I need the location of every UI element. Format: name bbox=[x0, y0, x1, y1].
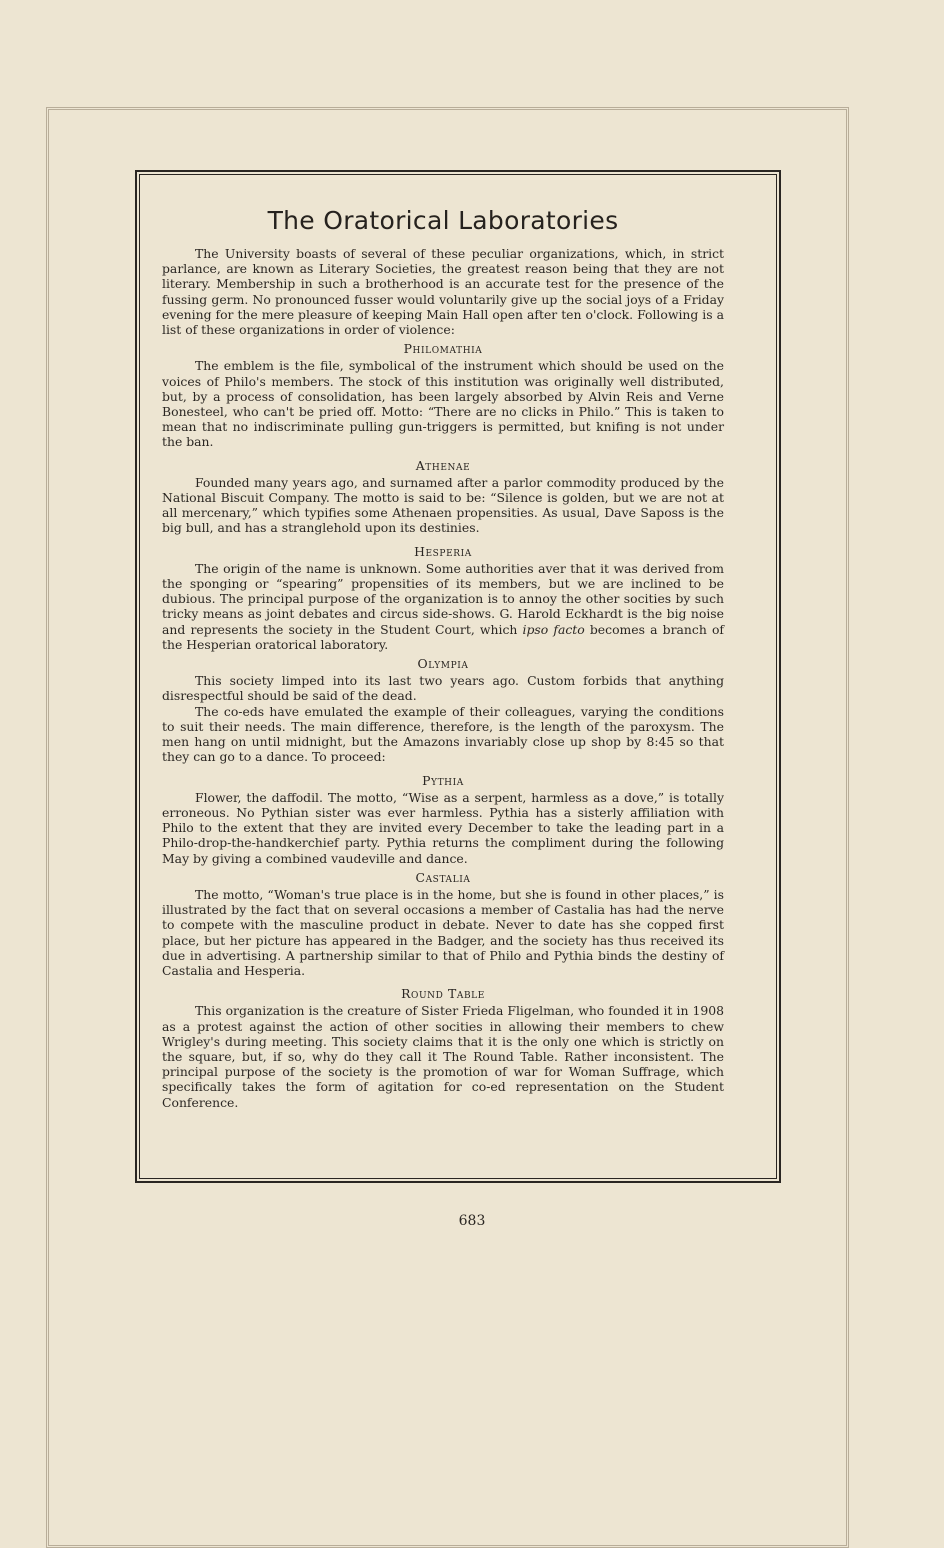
section-text-castalia: The motto, “Woman's true place is in the home, but she is found in other places,” is illustrated by the fact that on several occasions a member of Castalia has had the nerve to compete with the masculine product in debate. Never to date has she copped first place, but her picture has appeared in the Badger, and the society has thus received its due in advertising. A partnership similar to that of Philo and Pythia binds the destiny of Castalia and Hesperia. bbox=[162, 886, 724, 978]
article-body bbox=[162, 198, 724, 1110]
hesperia-italic-phrase: ipso facto bbox=[522, 621, 585, 637]
section-text-pythia: Flower, the daffodil. The motto, “Wise as a serpent, harmless as a dove,” is totally erroneous. No Pythian sister was ever harmless. Pythia has a sisterly affiliation with Philo to the extent that they are invited every December to take the leading part in a Philo-drop-the-handkerchief party. Pythia returns the compliment during the following May by giving a combined vaudeville and dance. bbox=[162, 789, 724, 866]
section-heading-hesperia: Hesperia bbox=[414, 543, 472, 559]
section-text-philomathia: The emblem is the file, symbolical of the instrument which should be used on the voices of Philo's members. The stock of this institution was originally well distributed, but, by a process of consolidation, has been largely absorbed by Alvin Reis and Verne Bonesteel, who can't be pried off. Motto: “There are no clicks in Philo.” This is taken to mean that no indiscriminate pulling gun-triggers is permitted, but knifing is not under the ban. bbox=[162, 358, 724, 450]
section-heading-olympia: Olympia bbox=[417, 656, 469, 672]
section-heading-castalia: Castalia bbox=[415, 869, 471, 885]
section-text-coeds: The co-eds have emulated the example of their colleagues, varying the conditions to suit their needs. The main difference, therefore, is the length of the paroxysm. The men hang on until midnight, but the Amazons invariably close up shop by 8:45 so that they can go to a dance. To proceed: bbox=[162, 703, 724, 765]
hesperia-text-part1: The origin of the name is unknown. Some authorities aver that it was derived from the sponging or “spearing” propensities of its members, but we are inclined to be dubious. The principal purpose of the organization is to annoy the other socities by such tricky means as joint debates and circus side-shows. G. Harold Eckhardt is the big noise and represents the society in the Student Court, which bbox=[162, 560, 724, 637]
page-title: The Oratorical Laboratories bbox=[267, 206, 619, 235]
section-heading-round-table: Round Table bbox=[401, 986, 485, 1002]
section-text-olympia: This society limped into its last two years ago. Custom forbids that anything disrespectful should be said of the dead. bbox=[162, 673, 724, 704]
section-heading-pythia: Pythia bbox=[422, 772, 464, 788]
intro-paragraph: The University boasts of several of these peculiar organizations, which, in strict parlance, are known as Literary Societies, the greatest reason being that they are not literary. Membership in such a brotherhood is an accurate test for the presence of the fussing germ. No pronounced fusser would voluntarily give up the social joys of a Friday evening for the mere pleasure of keeping Main Hall open after ten o'clock. Following is a list of these organizations in order of violence: bbox=[162, 246, 724, 338]
section-text-athenae: Founded many years ago, and surnamed after a parlor commodity produced by the National Biscuit Company. The motto is said to be: “Silence is golden, but we are not at all mercenary,” which typifies some Athenaen propensities. As usual, Dave Saposs is the big bull, and has a stranglehold upon its destinies. bbox=[162, 474, 724, 536]
hesperia-text-part2: becomes a branch of the Hesperian oratorical laboratory. bbox=[162, 621, 724, 652]
section-text-hesperia bbox=[162, 561, 724, 652]
section-heading-philomathia: Philomathia bbox=[403, 341, 483, 357]
section-heading-athenae: Athenae bbox=[415, 457, 471, 473]
page-number: 683 bbox=[458, 1213, 486, 1229]
section-text-round-table: This organization is the creature of Sister Frieda Fligelman, who founded it in 1908 as a protest against the action of other socities in allowing their members to chew Wrigley's during meeting. This society claims that it is the only one which is strictly on the square, but, if so, why do they call it The Round Table. Rather inconsistent. The principal purpose of the society is the promotion of war for Woman Suffrage, which specifically takes the form of agitation for co-ed representation on the Student Conference. bbox=[162, 1003, 724, 1110]
